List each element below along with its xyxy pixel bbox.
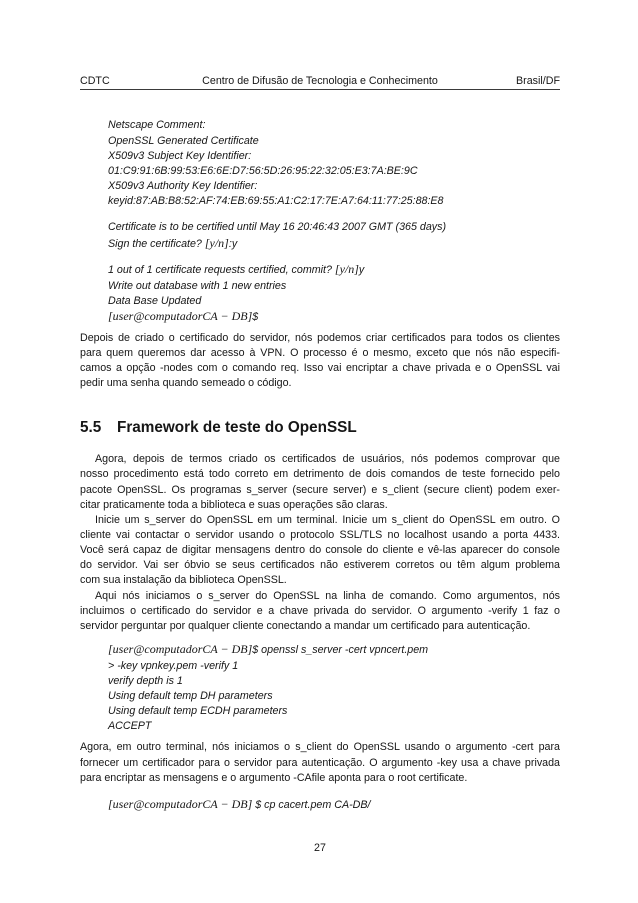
header-organization: CDTC	[80, 75, 110, 87]
terminal-output-commit	[108, 262, 364, 325]
running-header	[80, 73, 560, 89]
terminal-line: verify depth is 1	[108, 674, 183, 687]
paragraph-line: para quem queremos dar acesso à VPN. O processo é o mesmo, exceto que nós não especifi-	[80, 346, 560, 359]
text-segment: $	[252, 310, 259, 323]
paragraph-line: incluimos o certificado do servidor e a chave privada do servidor. O argumento -verify 1 faz o	[80, 604, 560, 617]
text-segment: :y	[228, 237, 238, 250]
terminal-line	[108, 236, 446, 252]
text-segment: Sign the certificate?	[108, 237, 205, 250]
math-expression: [user@computadorCA − DB]	[108, 642, 253, 657]
terminal-line	[108, 262, 364, 278]
section-number: 5.5	[80, 419, 102, 436]
paragraph	[80, 513, 560, 589]
terminal-output-signing-prompt	[108, 220, 446, 251]
terminal-line: X509v3 Authority Key Identifier:	[108, 180, 258, 193]
terminal-line: Using default temp DH parameters	[108, 689, 273, 702]
header-title: Centro de Difusão de Tecnologia e Conhecimento	[202, 75, 438, 87]
paragraph-line: nosso procedimento está todo correto em detrimento de dois comandos de teste fornecido pelo	[80, 468, 560, 481]
terminal-line	[108, 309, 364, 325]
terminal-line: Write out database with 1 new entries	[108, 279, 287, 292]
terminal-line: 01:C9:91:6B:99:53:E6:6E:D7:56:5D:26:95:22:32:05:E3:7A:BE:9C	[108, 164, 418, 177]
terminal-line: Data Base Updated	[108, 294, 202, 307]
section-heading	[80, 418, 357, 438]
terminal-line: Using default temp ECDH parameters	[108, 705, 288, 718]
terminal-output-s-server	[108, 642, 428, 734]
math-expression: [y/n]	[204, 235, 229, 250]
paragraph-line: citar praticamente toda a biblioteca e suas operações são claras.	[80, 498, 388, 511]
paragraph-line: para encriptar as mensagens e o argumento -CAfile aponta para o root certificate.	[80, 771, 468, 784]
header-location: Brasil/DF	[516, 75, 560, 87]
paragraph-line: cliente vai contactar o servidor usando o protocolo SSL/TLS no localhost usando a porta 4433.	[80, 528, 560, 541]
paragraph	[80, 740, 560, 785]
text-segment: $ openssl s_server -cert vpncert.pem	[252, 644, 429, 657]
paragraph-line: Depois de criado o certificado do servidor, nós podemos criar certificados para todos os clientes	[80, 331, 560, 344]
section-body	[80, 452, 560, 634]
terminal-line: > -key vpnkey.pem -verify 1	[108, 659, 239, 672]
terminal-line: keyid:87:AB:B8:52:AF:74:EB:69:55:A1:C2:17:7E:A7:64:11:77:25:88:E8	[108, 195, 444, 208]
paragraph-line: fornecer um certificador para o servidor para autenticação. O argumento -key usa a chave privada	[80, 756, 560, 769]
header-rule	[80, 89, 560, 90]
paragraph-line: Agora, em outro terminal, nós iniciamos o s_client do OpenSSL usando o argumento -cert para	[80, 741, 560, 754]
terminal-command-copy	[108, 797, 370, 813]
terminal-output-certificate-info	[108, 118, 444, 209]
terminal-line	[108, 797, 370, 813]
text-segment: $ cp cacert.pem CA-DB/	[252, 799, 371, 812]
terminal-line: Netscape Comment:	[108, 119, 206, 132]
text-segment: y	[358, 264, 365, 277]
section-title: Framework de teste do OpenSSL	[117, 419, 357, 436]
terminal-line	[108, 642, 428, 658]
paragraph-line: Aqui nós iniciamos o s_server do OpenSSL na linha de comando. Como argumentos, nós	[95, 589, 560, 602]
paragraph-line: Agora, depois de termos criado os certificados de usuários, nós podemos comprovar que	[95, 453, 560, 466]
paragraph-line: Você será capaz de digitar mensagens dentro do console do cliente e vê-las aparecer do console	[80, 544, 560, 557]
paragraph-line: servidor perguntar por qualquer cliente conectando a mandar um certificado para autenticação.	[80, 619, 531, 632]
math-expression: [user@computadorCA − DB]	[108, 308, 253, 323]
text-segment: 1 out of 1 certificate requests certified, commit?	[108, 264, 335, 277]
math-expression: [y/n]	[334, 262, 359, 277]
paragraph-line: camos a opção -nodes com o comando req. Isso vai encriptar a chave privada e o OpenSSL vai	[80, 361, 560, 374]
paragraph	[80, 331, 560, 392]
paragraph-line: pedir uma senha quando semeado o código.	[80, 376, 292, 389]
terminal-line: OpenSSL Generated Certificate	[108, 134, 259, 147]
math-expression: [user@computadorCA − DB]	[108, 797, 253, 812]
terminal-line: X509v3 Subject Key Identifier:	[108, 149, 252, 162]
paragraph	[80, 589, 560, 634]
paragraph-line: do servidor. Vai ser óbvio se seus certificados não estiverem corretos ou têm algum problema	[80, 559, 560, 572]
paragraph-line: pacote OpenSSL. Os programas s_server (secure server) e s_client (secure client) podem exer-	[80, 483, 560, 496]
page-number: 27	[314, 841, 326, 854]
paragraph-line: Inicie um s_server do OpenSSL em um terminal. Inicie um s_client do OpenSSL em outro. O	[95, 513, 560, 526]
paragraph-line: com sua instalação da biblioteca OpenSSL.	[80, 574, 287, 587]
terminal-line: ACCEPT	[108, 720, 152, 733]
terminal-line: Certificate is to be certified until May 16 20:46:43 2007 GMT (365 days)	[108, 221, 447, 234]
paragraph	[80, 452, 560, 513]
